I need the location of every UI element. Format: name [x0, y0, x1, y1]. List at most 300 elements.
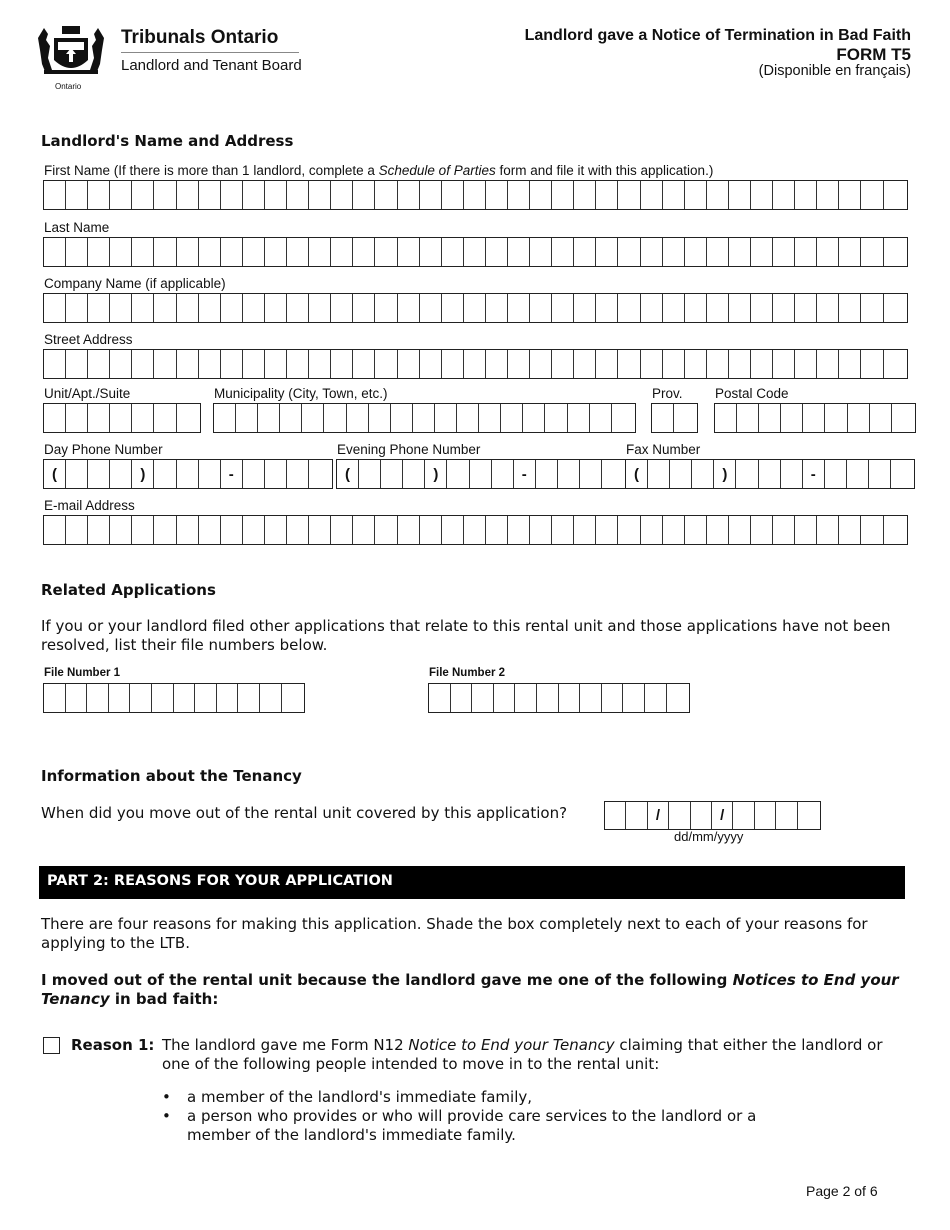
input-cell[interactable] [773, 181, 795, 209]
input-cell[interactable] [154, 350, 176, 378]
input-cell[interactable] [652, 404, 674, 432]
input-cell[interactable] [442, 516, 464, 544]
move-out-date-field[interactable] [604, 801, 821, 830]
input-cell[interactable] [375, 350, 397, 378]
input-cell[interactable] [66, 684, 88, 712]
input-cell[interactable] [110, 350, 132, 378]
input-cell[interactable] [501, 404, 523, 432]
input-cell[interactable] [66, 350, 88, 378]
input-cell[interactable] [287, 238, 309, 266]
reason-1-checkbox[interactable] [43, 1037, 60, 1054]
input-cell[interactable] [199, 238, 221, 266]
input-cell[interactable] [199, 460, 221, 488]
input-cell[interactable] [623, 684, 645, 712]
input-cell[interactable] [44, 684, 66, 712]
input-cell[interactable] [199, 181, 221, 209]
input-cell[interactable] [773, 516, 795, 544]
input-cell[interactable] [486, 350, 508, 378]
input-cell[interactable] [508, 294, 530, 322]
input-cell[interactable] [751, 350, 773, 378]
input-cell[interactable] [309, 238, 331, 266]
input-cell[interactable] [110, 516, 132, 544]
street-address-field[interactable] [43, 349, 908, 379]
input-cell[interactable] [817, 350, 839, 378]
input-cell[interactable] [781, 404, 803, 432]
input-cell[interactable] [869, 460, 891, 488]
input-cell[interactable] [420, 238, 442, 266]
input-cell[interactable] [618, 294, 640, 322]
input-cell[interactable] [839, 294, 861, 322]
input-cell[interactable] [302, 404, 324, 432]
input-cell[interactable] [558, 460, 580, 488]
input-cell[interactable] [464, 181, 486, 209]
input-cell[interactable] [892, 404, 914, 432]
input-cell[interactable] [590, 404, 612, 432]
input-cell[interactable] [132, 238, 154, 266]
input-cell[interactable] [773, 238, 795, 266]
input-cell[interactable] [530, 238, 552, 266]
input-cell[interactable] [243, 238, 265, 266]
input-cell[interactable] [817, 181, 839, 209]
input-cell[interactable] [331, 181, 353, 209]
input-cell[interactable] [451, 684, 473, 712]
input-cell[interactable] [641, 516, 663, 544]
input-cell[interactable] [243, 350, 265, 378]
input-cell[interactable] [847, 460, 869, 488]
input-cell[interactable] [287, 516, 309, 544]
input-cell[interactable] [375, 294, 397, 322]
input-cell[interactable] [177, 238, 199, 266]
input-cell[interactable] [508, 181, 530, 209]
input-cell[interactable] [243, 294, 265, 322]
input-cell[interactable] [839, 238, 861, 266]
input-cell[interactable] [199, 294, 221, 322]
input-cell[interactable] [707, 238, 729, 266]
input-cell[interactable] [331, 238, 353, 266]
input-cell[interactable] [663, 294, 685, 322]
input-cell[interactable] [494, 684, 516, 712]
input-cell[interactable] [751, 294, 773, 322]
input-cell[interactable] [177, 294, 199, 322]
input-cell[interactable] [674, 404, 696, 432]
input-cell[interactable] [132, 181, 154, 209]
input-cell[interactable] [536, 460, 558, 488]
input-cell[interactable] [265, 181, 287, 209]
input-cell[interactable] [884, 516, 906, 544]
input-cell[interactable] [612, 404, 634, 432]
input-cell[interactable] [574, 238, 596, 266]
input-cell[interactable] [309, 181, 331, 209]
unit-field[interactable] [43, 403, 201, 433]
input-cell[interactable] [884, 350, 906, 378]
input-cell[interactable] [479, 404, 501, 432]
input-cell[interactable] [729, 350, 751, 378]
input-cell[interactable] [559, 684, 581, 712]
input-cell[interactable] [110, 181, 132, 209]
input-cell[interactable] [817, 294, 839, 322]
input-cell[interactable] [309, 294, 331, 322]
input-cell[interactable] [287, 181, 309, 209]
input-cell[interactable] [492, 460, 514, 488]
input-cell[interactable] [530, 181, 552, 209]
input-cell[interactable] [420, 294, 442, 322]
input-cell[interactable] [692, 460, 714, 488]
input-cell[interactable] [265, 516, 287, 544]
input-cell[interactable] [707, 516, 729, 544]
input-cell[interactable] [464, 350, 486, 378]
input-cell[interactable] [552, 238, 574, 266]
input-cell[interactable] [265, 238, 287, 266]
input-cell[interactable] [177, 404, 199, 432]
input-cell[interactable] [174, 684, 196, 712]
input-cell[interactable] [447, 460, 469, 488]
input-cell[interactable] [523, 404, 545, 432]
input-cell[interactable] [243, 460, 265, 488]
postal-code-field[interactable] [714, 403, 916, 433]
input-cell[interactable] [457, 404, 479, 432]
input-cell[interactable] [177, 181, 199, 209]
mask-char-cell[interactable]: ( [626, 460, 648, 488]
input-cell[interactable] [884, 181, 906, 209]
input-cell[interactable] [861, 294, 883, 322]
input-cell[interactable] [243, 181, 265, 209]
input-cell[interactable] [331, 516, 353, 544]
input-cell[interactable] [618, 350, 640, 378]
input-cell[interactable] [795, 238, 817, 266]
input-cell[interactable] [663, 238, 685, 266]
input-cell[interactable] [265, 294, 287, 322]
input-cell[interactable] [420, 516, 442, 544]
input-cell[interactable] [685, 350, 707, 378]
input-cell[interactable] [825, 404, 847, 432]
input-cell[interactable] [353, 350, 375, 378]
input-cell[interactable] [413, 404, 435, 432]
input-cell[interactable] [552, 350, 574, 378]
input-cell[interactable] [803, 404, 825, 432]
input-cell[interactable] [287, 294, 309, 322]
input-cell[interactable] [861, 516, 883, 544]
input-cell[interactable] [641, 350, 663, 378]
input-cell[interactable] [641, 294, 663, 322]
input-cell[interactable] [751, 516, 773, 544]
input-cell[interactable] [685, 238, 707, 266]
input-cell[interactable] [545, 404, 567, 432]
input-cell[interactable] [464, 516, 486, 544]
input-cell[interactable] [375, 181, 397, 209]
input-cell[interactable] [861, 181, 883, 209]
company-name-field[interactable] [43, 293, 908, 323]
input-cell[interactable] [110, 404, 132, 432]
input-cell[interactable] [442, 294, 464, 322]
input-cell[interactable] [88, 294, 110, 322]
input-cell[interactable] [486, 181, 508, 209]
input-cell[interactable] [486, 238, 508, 266]
input-cell[interactable] [243, 516, 265, 544]
input-cell[interactable] [641, 238, 663, 266]
input-cell[interactable] [729, 516, 751, 544]
input-cell[interactable] [618, 516, 640, 544]
input-cell[interactable] [755, 802, 776, 829]
input-cell[interactable] [420, 350, 442, 378]
input-cell[interactable] [574, 294, 596, 322]
input-cell[interactable] [265, 350, 287, 378]
input-cell[interactable] [110, 294, 132, 322]
input-cell[interactable] [280, 404, 302, 432]
input-cell[interactable] [132, 404, 154, 432]
day-phone-field[interactable] [43, 459, 333, 489]
input-cell[interactable] [798, 802, 819, 829]
input-cell[interactable] [195, 684, 217, 712]
mask-char-cell[interactable]: ) [132, 460, 154, 488]
input-cell[interactable] [398, 350, 420, 378]
input-cell[interactable] [420, 181, 442, 209]
input-cell[interactable] [530, 350, 552, 378]
email-field[interactable] [43, 515, 908, 545]
input-cell[interactable] [817, 516, 839, 544]
input-cell[interactable] [236, 404, 258, 432]
input-cell[interactable] [486, 294, 508, 322]
input-cell[interactable] [751, 238, 773, 266]
input-cell[interactable] [177, 460, 199, 488]
input-cell[interactable] [110, 238, 132, 266]
input-cell[interactable] [508, 516, 530, 544]
input-cell[interactable] [663, 350, 685, 378]
input-cell[interactable] [309, 350, 331, 378]
input-cell[interactable] [154, 460, 176, 488]
input-cell[interactable] [309, 516, 331, 544]
input-cell[interactable] [795, 516, 817, 544]
input-cell[interactable] [287, 350, 309, 378]
last-name-field[interactable] [43, 237, 908, 267]
input-cell[interactable] [707, 181, 729, 209]
input-cell[interactable] [238, 684, 260, 712]
input-cell[interactable] [398, 181, 420, 209]
input-cell[interactable] [353, 238, 375, 266]
input-cell[interactable] [574, 516, 596, 544]
input-cell[interactable] [470, 460, 492, 488]
input-cell[interactable] [552, 181, 574, 209]
first-name-field[interactable] [43, 180, 908, 210]
input-cell[interactable] [87, 684, 109, 712]
input-cell[interactable] [729, 238, 751, 266]
input-cell[interactable] [707, 294, 729, 322]
input-cell[interactable] [260, 684, 282, 712]
input-cell[interactable] [398, 516, 420, 544]
input-cell[interactable] [88, 181, 110, 209]
input-cell[interactable] [442, 350, 464, 378]
input-cell[interactable] [759, 460, 781, 488]
input-cell[interactable] [214, 404, 236, 432]
input-cell[interactable] [44, 350, 66, 378]
input-cell[interactable] [199, 350, 221, 378]
input-cell[interactable] [324, 404, 346, 432]
input-cell[interactable] [331, 294, 353, 322]
input-cell[interactable] [596, 181, 618, 209]
input-cell[interactable] [442, 181, 464, 209]
input-cell[interactable] [44, 294, 66, 322]
input-cell[interactable] [751, 181, 773, 209]
input-cell[interactable] [132, 350, 154, 378]
input-cell[interactable] [776, 802, 797, 829]
input-cell[interactable] [331, 350, 353, 378]
input-cell[interactable] [464, 294, 486, 322]
input-cell[interactable] [154, 516, 176, 544]
input-cell[interactable] [667, 684, 689, 712]
input-cell[interactable] [347, 404, 369, 432]
input-cell[interactable] [152, 684, 174, 712]
fax-field[interactable] [625, 459, 915, 489]
input-cell[interactable] [759, 404, 781, 432]
input-cell[interactable] [221, 238, 243, 266]
mask-char-cell[interactable]: - [803, 460, 825, 488]
input-cell[interactable] [398, 294, 420, 322]
input-cell[interactable] [154, 294, 176, 322]
input-cell[interactable] [391, 404, 413, 432]
input-cell[interactable] [177, 350, 199, 378]
input-cell[interactable] [398, 238, 420, 266]
input-cell[interactable] [884, 294, 906, 322]
input-cell[interactable] [530, 294, 552, 322]
input-cell[interactable] [891, 460, 913, 488]
input-cell[interactable] [375, 516, 397, 544]
input-cell[interactable] [66, 404, 88, 432]
input-cell[interactable] [552, 294, 574, 322]
mask-char-cell[interactable]: ( [337, 460, 359, 488]
input-cell[interactable] [691, 802, 712, 829]
input-cell[interactable] [66, 294, 88, 322]
input-cell[interactable] [795, 181, 817, 209]
input-cell[interactable] [729, 181, 751, 209]
input-cell[interactable] [486, 516, 508, 544]
input-cell[interactable] [663, 516, 685, 544]
input-cell[interactable] [154, 181, 176, 209]
input-cell[interactable] [737, 404, 759, 432]
input-cell[interactable] [287, 460, 309, 488]
input-cell[interactable] [825, 460, 847, 488]
input-cell[interactable] [729, 294, 751, 322]
input-cell[interactable] [221, 516, 243, 544]
input-cell[interactable] [515, 684, 537, 712]
municipality-field[interactable] [213, 403, 636, 433]
file-number-1-field[interactable] [43, 683, 305, 713]
input-cell[interactable] [773, 294, 795, 322]
province-field[interactable] [651, 403, 698, 433]
input-cell[interactable] [733, 802, 754, 829]
input-cell[interactable] [574, 350, 596, 378]
input-cell[interactable] [602, 460, 624, 488]
input-cell[interactable] [645, 684, 667, 712]
input-cell[interactable] [66, 238, 88, 266]
input-cell[interactable] [839, 181, 861, 209]
file-number-2-field[interactable] [428, 683, 690, 713]
input-cell[interactable] [265, 460, 287, 488]
input-cell[interactable] [839, 516, 861, 544]
mask-char-cell[interactable]: - [221, 460, 243, 488]
input-cell[interactable] [309, 460, 331, 488]
input-cell[interactable] [472, 684, 494, 712]
input-cell[interactable] [596, 516, 618, 544]
input-cell[interactable] [44, 516, 66, 544]
input-cell[interactable] [375, 238, 397, 266]
input-cell[interactable] [154, 404, 176, 432]
input-cell[interactable] [109, 684, 131, 712]
input-cell[interactable] [199, 516, 221, 544]
input-cell[interactable] [442, 238, 464, 266]
input-cell[interactable] [66, 460, 88, 488]
input-cell[interactable] [258, 404, 280, 432]
input-cell[interactable] [177, 516, 199, 544]
input-cell[interactable] [88, 404, 110, 432]
input-cell[interactable] [44, 404, 66, 432]
input-cell[interactable] [369, 404, 391, 432]
input-cell[interactable] [353, 294, 375, 322]
input-cell[interactable] [88, 350, 110, 378]
input-cell[interactable] [88, 460, 110, 488]
input-cell[interactable] [707, 350, 729, 378]
input-cell[interactable] [580, 684, 602, 712]
input-cell[interactable] [870, 404, 892, 432]
input-cell[interactable] [66, 516, 88, 544]
input-cell[interactable] [221, 350, 243, 378]
input-cell[interactable] [359, 460, 381, 488]
input-cell[interactable] [596, 294, 618, 322]
input-cell[interactable] [884, 238, 906, 266]
input-cell[interactable] [715, 404, 737, 432]
input-cell[interactable] [596, 238, 618, 266]
input-cell[interactable] [602, 684, 624, 712]
mask-char-cell[interactable]: / [712, 802, 733, 829]
input-cell[interactable] [605, 802, 626, 829]
input-cell[interactable] [537, 684, 559, 712]
input-cell[interactable] [626, 802, 647, 829]
input-cell[interactable] [574, 181, 596, 209]
input-cell[interactable] [464, 238, 486, 266]
evening-phone-field[interactable] [336, 459, 626, 489]
input-cell[interactable] [154, 238, 176, 266]
input-cell[interactable] [580, 460, 602, 488]
input-cell[interactable] [130, 684, 152, 712]
input-cell[interactable] [221, 181, 243, 209]
input-cell[interactable] [861, 238, 883, 266]
mask-char-cell[interactable]: ) [714, 460, 736, 488]
input-cell[interactable] [648, 460, 670, 488]
input-cell[interactable] [663, 181, 685, 209]
input-cell[interactable] [861, 350, 883, 378]
input-cell[interactable] [670, 460, 692, 488]
input-cell[interactable] [132, 294, 154, 322]
input-cell[interactable] [429, 684, 451, 712]
input-cell[interactable] [618, 181, 640, 209]
mask-char-cell[interactable]: - [514, 460, 536, 488]
input-cell[interactable] [44, 238, 66, 266]
input-cell[interactable] [685, 294, 707, 322]
input-cell[interactable] [88, 238, 110, 266]
mask-char-cell[interactable]: ) [425, 460, 447, 488]
input-cell[interactable] [618, 238, 640, 266]
input-cell[interactable] [221, 294, 243, 322]
input-cell[interactable] [848, 404, 870, 432]
input-cell[interactable] [685, 181, 707, 209]
mask-char-cell[interactable]: ( [44, 460, 66, 488]
input-cell[interactable] [353, 181, 375, 209]
input-cell[interactable] [66, 181, 88, 209]
input-cell[interactable] [403, 460, 425, 488]
input-cell[interactable] [88, 516, 110, 544]
input-cell[interactable] [282, 684, 304, 712]
input-cell[interactable] [736, 460, 758, 488]
input-cell[interactable] [669, 802, 690, 829]
input-cell[interactable] [795, 294, 817, 322]
